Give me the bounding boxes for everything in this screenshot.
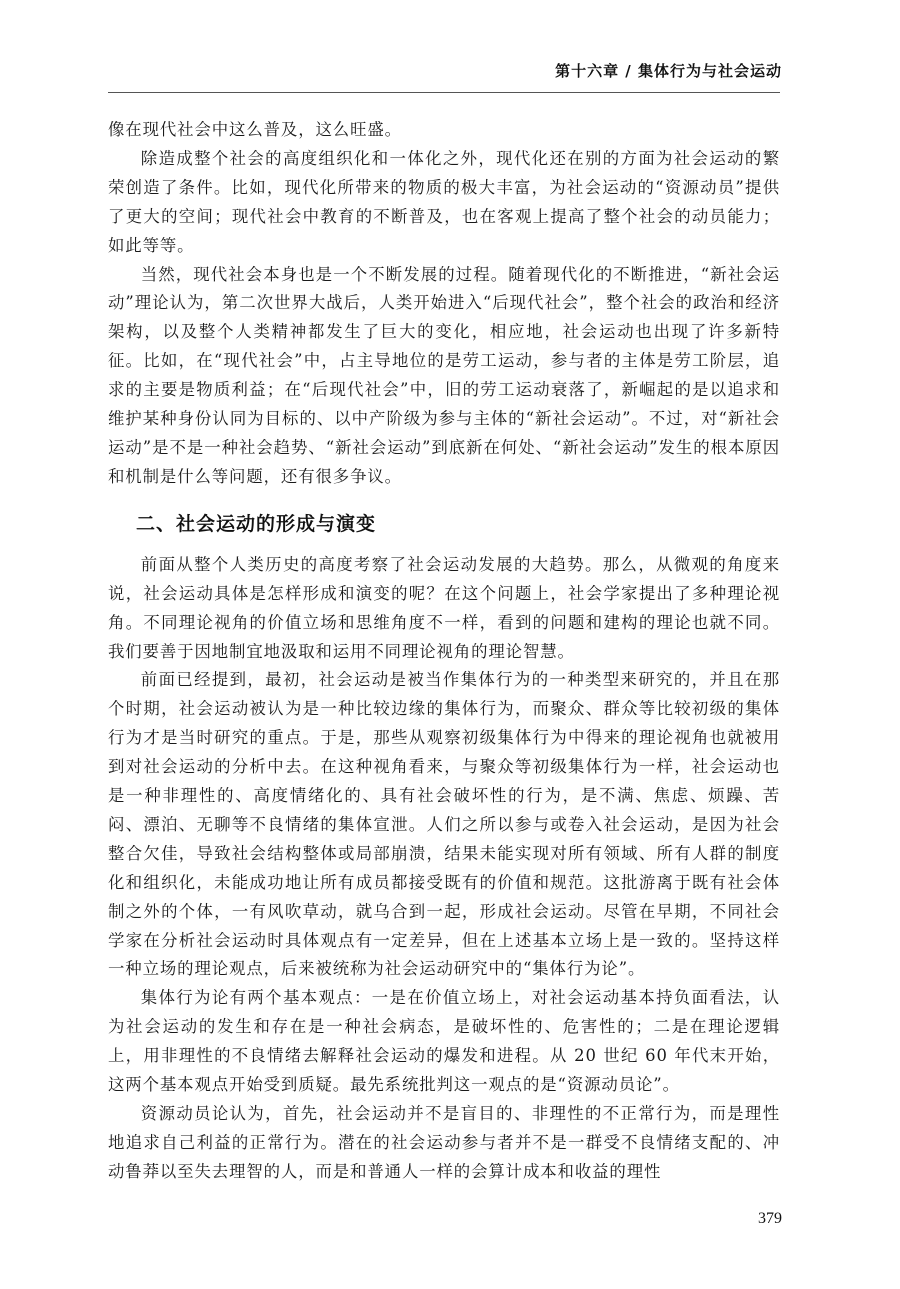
paragraph-collective-behavior-theory: 前面已经提到，最初，社会运动是被当作集体行为的一种类型来研究的，并且在那个时期，社会运动被认为是一种比较边缘的集体行为，而聚众、群众等比较初级的集体行为才是当时研究的重点。于是，那些从观察初级集体行为中得来的理论视角也就被用到对社会运动的分析中去。在这种视角看来，与聚众等初级集体行为一样，社会运动也是一种非理性的、高度情绪化的、具有社会破坏性的行为，是不满、焦虑、烦躁、苦闷、漂泊、无聊等不良情绪的集体宣泄。人们之所以参与或卷入社会运动，是因为社会整合欠佳，导致社会结构整体或局部崩溃，结果未能实现对所有领域、所有人群的制度化和组织化，未能成功地让所有成员都接受既有的价值和规范。这批游离于既有社会体制之外的个体，一有风吹草动，就乌合到一起，形成社会运动。尽管在早期，不同社会学家在分析社会运动时具体观点有一定差异，但在上述基本立场上是一致的。坚持这样一种立场的理论观点，后来被统称为社会运动研究中的“集体行为论”。 — [108, 670, 780, 979]
section-title: 二、社会运动的形成与演变 — [136, 512, 377, 535]
page-number: 379 — [758, 1210, 782, 1227]
paragraph-micro-perspective: 前面从整个人类历史的高度考察了社会运动发展的大趋势。那么，从微观的角度来说，社会运动具体是怎样形成和演变的呢？在这个问题上，社会学家提出了多种理论视角。不同理论视角的价值立场和思维角度不一样，看到的问题和建构的理论也就不同。我们要善于因地制宜地汲取和运用不同理论视角的理论智慧。 — [108, 554, 780, 661]
paragraph-resource-mobilization: 资源动员论认为，首先，社会运动并不是盲目的、非理性的不正常行为，而是理性地追求自己利益的正常行为。潜在的社会运动参与者并不是一群受不良情绪支配的、冲动鲁莽以至失去理智的人，而是和普通人一样的会算计成本和收益的理性 — [108, 1104, 780, 1181]
paragraph-continuation: 像在现代社会中这么普及，这么旺盛。 — [108, 120, 402, 139]
paragraph-modernization-conditions: 除造成整个社会的高度组织化和一体化之外，现代化还在别的方面为社会运动的繁荣创造了条件。比如，现代化所带来的物质的极大丰富，为社会运动的“资源动员”提供了更大的空间；现代社会中教育的不断普及，也在客观上提高了整个社会的动员能力；如此等等。 — [108, 148, 780, 255]
paragraph-new-social-movements: 当然，现代社会本身也是一个不断发展的过程。随着现代化的不断推进，“新社会运动”理论认为，第二次世界大战后，人类开始进入“后现代社会”，整个社会的政治和经济架构，以及整个人类精神都发生了巨大的变化，相应地，社会运动也出现了许多新特征。比如，在“现代社会”中，占主导地位的是劳工运动，参与者的主体是劳工阶层，追求的主要是物质利益；在“后现代社会”中，旧的劳工运动衰落了，新崛起的是以追求和维护某种身份认同为目标的、以中产阶级为参与主体的“新社会运动”。不过，对“新社会运动”是不是一种社会趋势、“新社会运动”到底新在何处、“新社会运动”发生的根本原因和机制是什么等问题，还有很多争议。 — [108, 264, 780, 486]
page-body — [108, 116, 780, 1187]
paragraph-two-basic-views: 集体行为论有两个基本观点：一是在价值立场上，对社会运动基本持负面看法，认为社会运动的发生和存在是一种社会病态，是破坏性的、危害性的；二是在理论逻辑上，用非理性的不良情绪去解释社会运动的爆发和进程。从 20 世纪 60 年代末开始，这两个基本观点开始受到质疑。最先系统批判这一观点的是“资源动员论”。 — [108, 988, 780, 1095]
header-rule — [108, 92, 780, 93]
running-header: 第十六章 / 集体行为与社会运动 — [555, 62, 782, 80]
